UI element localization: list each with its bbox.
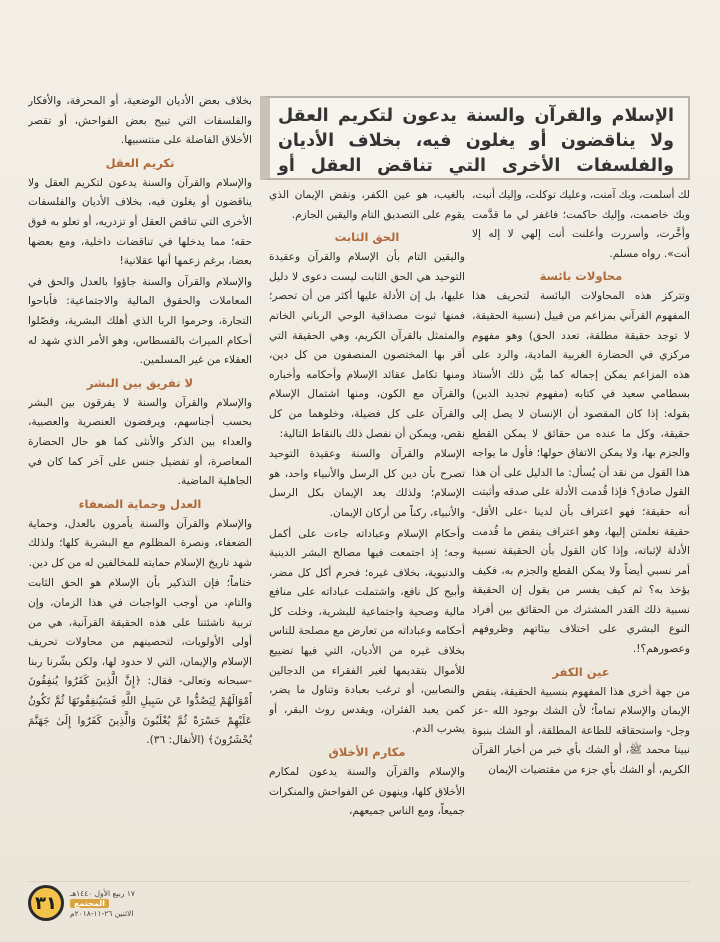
paragraph: بالغيب، هو عين الكفر، ونقض الإيمان الذي يقوم على التصديق التام واليقين الجازم. — [269, 189, 465, 221]
paragraph: بخلاف بعض الأديان الوضعية، أو المحرفة، والأفكار والفلسفات التي تبيح بعض الفواحش، أو تقصر الأخلاق الفاضلة على منتسبيها. — [28, 95, 252, 147]
paragraph: والإسلام والقرآن والسنة يدعون لتكريم العقل ولا يناقضون أو يغلون فيه، بخلاف الأديان والفلسفات الأخرى التي تناقض العقل أو تزدريه، أو تعلو به فوق حقه؛ مما يدخلها في تناقضات داخلية، ومع بعضها بعضا، برغم زعمها أنها عقلانية! — [28, 176, 252, 268]
paragraph: وتتركز هذه المحاولات اليائسة لتحريف هذا المفهوم القرآني بمزاعم من قبيل (نسبية الحقيقة، لا توجد حقيقة مطلقة، تعدد الحق) وهو مفهوم مركزي في الحضارة الغربية المادية، والرد على هذه المزاعم يمكن إجماله كما بيَّن ذلك الأستاذ بسطامي سعيد في كتابه (مفهوم تجديد الدين) بقوله: إذا كان المقصود أن الإنسان لا يصل إلى حقيقة، وكل ما عنده من حقائق لا يمكن القطع والجزم بها، ولا يمكن الاتفاق حولها؛ فأول ما يواجه هذا القول من نقد أن يُسأل: ما الدليل على أن هذا القول صادق؟ فإذا قُدمت الأدلة على صدقه وأثبتت أنه حقيقة؛ فهو اعتراف بأن لدينا -على الأقل- حقيقة نعلمتن إليها، وهو اعتراف ينقض ما قُدمت الأدلة لإثباته، وإذا كان القول بأن الحقيقة نسبية أمر نسبي أيضاً ولا يمكن القطع والجزم به، فكيف يؤخذ به؟ ثم كيف يفسر من يقول إن الحقيقة نسبية ذلك القدر المشترك من الحقائق بين أفراد النوع البشري على اختلاف بيئاتهم وظروفهم وعصورهم؟!. — [472, 290, 690, 656]
paragraph: والإسلام والقرآن والسنة يدعون لمكارم الأخلاق كلها، وينهون عن الفواحش والمنكرات جميعاً، ومع الناس جميعهم، — [269, 766, 465, 818]
paragraph: ختاماً؛ فإن التذكير بأن الإسلام هو الحق الثابت والتام، من أوجب الواجبات في هذا الزمان، وإن تربية ناشئتنا على هذه الحقيقة القرآنية، هي من أولى الأولويات، لتحصينهم من محاولات تحريف الإسلام والإيمان، التي لا حدود لها، ولكن بشّرنا ربنا -سبحانه وتعالى- فقال: ﴿إِنَّ الَّذِينَ كَفَرُوا يُنفِقُونَ أَمْوَالَهُمْ لِيَصُدُّوا عَن سَبِيلِ اللَّهِ فَسَيُنفِقُونَهَا ثُمَّ تَكُونُ عَلَيْهِمْ حَسْرَةً ثُمَّ يُغْلَبُونَ وَالَّذِينَ كَفَرُوا إِلَىٰ جَهَنَّمَ يُحْشَرُونَ﴾ (الأنفال: ٣٦). — [28, 577, 252, 747]
paragraph: والإسلام والقرآن والسنة جاؤوا بالعدل والحق في المعاملات والحقوق المالية والاجتماعية: فأباحوا التجارة، وحرموا الربا الذي أهلك البشرية، وفصّلوا أحكام الميراث بالقسطاس، وهو الأمر الذي شهد له العقلاء من غير المسلمين. — [28, 275, 252, 367]
column-right — [472, 186, 690, 922]
page-footer — [28, 884, 218, 922]
subheading: عين الكفر — [552, 664, 610, 679]
subheading: تكريم العقل — [105, 155, 175, 170]
footer-date-hijri: ١٧ ربيع الأول ١٤٤٠هـ — [70, 888, 135, 898]
column-left — [28, 92, 252, 892]
paragraph: الإسلام والقرآن والسنة وعقيدة التوحيد تصرح بأن دين كل الرسل والأنبياء واحد، هو الإسلام؛ ولذلك يعد الإيمان بكل الرسل والأنبياء، ركناً من أركان الإيمان. — [269, 448, 465, 519]
column-middle — [269, 186, 465, 856]
paragraph: واليقين التام بأن الإسلام والقرآن وعقيدة التوحيد هي الحق الثابت ليست دعوى لا دليل عليها، بل إن الأدلة عليها أكثر من أن تحصر؛ فمنها ثبوت مصداقية الوحي الرباني الخاتم والمتمثل بالقرآن الكريم، وهي الحقيقة التي أقر بها المختصون المنصفون من كل دين، ومنها تكامل عقائد الإسلام وأحكامه وأخباره والقرآن مع الكون، ومنها اشتمال الإسلام والقرآن على كل فضيلة، وخلوهما من كل نقص، ويمكن أن نفصل ذلك بالنقاط التالية: — [269, 251, 465, 440]
page-number: ٣١ — [28, 885, 64, 921]
paragraph: والإسلام والقرآن والسنة يأمرون بالعدل، وحماية الضعفاء، ونصرة المظلوم مع البشرية كلها؛ ولذلك شهد تاريخ الإسلام حمايته للمخالفين له من كل دين. — [28, 517, 252, 569]
subheading: محاولات بائسة — [539, 269, 623, 284]
subheading: الحق الثابت — [334, 230, 400, 245]
subheading: مكارم الأخلاق — [328, 745, 406, 760]
subheading: لا تفريق بين البشر — [86, 375, 194, 390]
footer-date-gregorian: الاثنين ٢٦-١١-٢٠١٨م — [70, 908, 134, 918]
paragraph: من جهة أخرى هذا المفهوم بنسبية الحقيقة، ينقض الإيمان والإسلام تماماً؛ لأن الشك بوجود الله -عز وجل- واستحقاقه للطاعة المطلقة، أو الشك بنبوة نبينا محمد ﷺ، أو الشك بأي خبر من أخبار القرآن الكريم، أو الشك بأي جزء من مقتضيات الإيمان — [472, 685, 690, 777]
paragraph: والإسلام والقرآن والسنة لا يفرقون بين البشر بحسب أجناسهم، ويرفضون العنصرية والعصبية، والعداء بين الذكر والأنثى كما هو حال الحضارة المعاصرة، أو تفضيل جنس على آخر كما كان في الجاهلية الماضية. — [28, 396, 252, 488]
footer-info — [70, 889, 135, 918]
magazine-brand: المجتمع — [70, 899, 109, 908]
subheading: العدل وحماية الضعفاء — [78, 496, 202, 511]
footer-divider — [28, 881, 690, 882]
paragraph: وأحكام الإسلام وعباداته جاءت على أكمل وجه؛ إذ اجتمعت فيها مصالح البشر الدينية والدنيوية، بخلاف غيره؛ فحرم أكل كل مضر، وأبيح كل نافع، واشتملت عباداته على منافع مالية وصحية واجتماعية للبشرية، وخلت كل أحكامه وعباداته من تعارض مع مصلحة للناس بخلاف غيره من الأديان، التي فيها تضييع للأموال بتقديمها لغير الفقراء من الدجالين والنصابين، أو ترغب بعبادة وتناول ما يضر، كمن يعبد الفئران، ويقدس روث البقر، أو يشرب الدم. — [269, 527, 465, 736]
paragraph: لك أسلمت، وبك آمنت، وعليك توكلت، وإليك أنبت، وبك خاصمت، وإليك حاكمت؛ فاغفر لي ما قدَّمت وأخَّرت، وأسررت وأعلنت أنت إلهي لا إله إلا أنت». رواه مسلم. — [472, 189, 690, 260]
article-headline: الإسلام والقرآن والسنة يدعون لتكريم العقل ولا يناقضون أو يغلون فيه، بخلاف الأديان والفلسفات الأخرى التي تناقض العقل أو — [260, 96, 690, 180]
